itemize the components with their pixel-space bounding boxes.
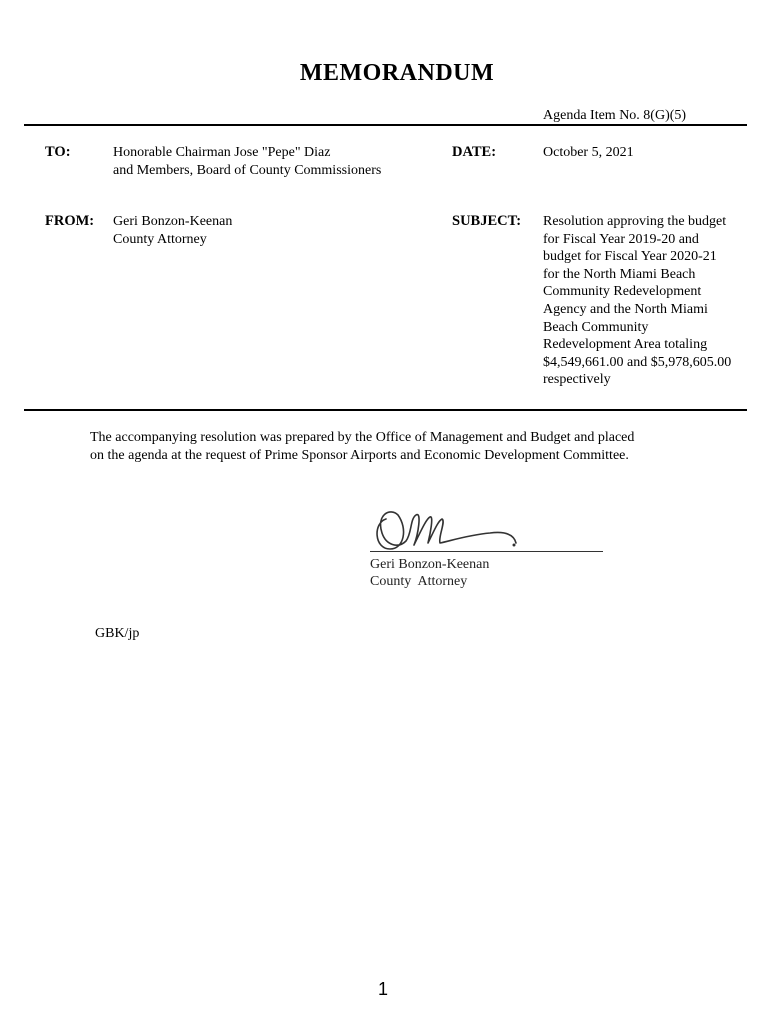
subject-line: budget for Fiscal Year 2020-21 [543, 249, 717, 265]
header-top-rule [24, 124, 747, 126]
memo-title: MEMORANDUM [299, 60, 495, 86]
subject-line: for Fiscal Year 2019-20 and [543, 231, 699, 247]
subject-line: for the North Miami Beach [543, 266, 696, 282]
subject-line: Resolution approving the budget [543, 214, 727, 229]
header-bottom-rule [24, 409, 747, 411]
signer-name: Geri Bonzon-Keenan [370, 557, 490, 572]
from-line: County Attorney [113, 231, 207, 247]
subject-line: Community Redevelopment [543, 284, 702, 300]
page-number: 1 [377, 979, 388, 999]
subject-line: Beach Community [543, 319, 649, 335]
subject-line: $4,549,661.00 and $5,978,605.00 [543, 354, 732, 370]
to-line: and Members, Board of County Commissioners [113, 162, 382, 178]
subject-line: Agency and the North Miami [543, 301, 708, 317]
from-label: FROM: [45, 213, 95, 229]
body-paragraph [90, 429, 730, 465]
agenda-item-number: Agenda Item No. 8(G)(5) [543, 108, 687, 123]
body-line: on the agenda at the request of Prime Sponsor Airports and Economic Development Committee. [90, 448, 629, 463]
signer-title: County Attorney [370, 574, 468, 589]
from-sender [113, 213, 232, 248]
date-label: DATE: [452, 144, 497, 160]
signature-block [370, 556, 489, 590]
typist-initials: GBK/jp [95, 626, 140, 641]
signature-line [370, 551, 603, 552]
to-line: Honorable Chairman Jose "Pepe" Diaz [113, 145, 331, 160]
to-recipient [113, 144, 381, 179]
date-value: October 5, 2021 [543, 145, 634, 160]
body-line: The accompanying resolution was prepared by the Office of Management and Budget and placed [90, 430, 635, 445]
handwritten-signature [368, 505, 548, 557]
subject-label: SUBJECT: [452, 213, 522, 229]
subject-line: Redevelopment Area totaling [543, 337, 708, 353]
subject-text [543, 213, 731, 389]
from-line: Geri Bonzon-Keenan [113, 214, 233, 229]
subject-line: respectively [543, 372, 611, 388]
to-label: TO: [45, 144, 71, 160]
